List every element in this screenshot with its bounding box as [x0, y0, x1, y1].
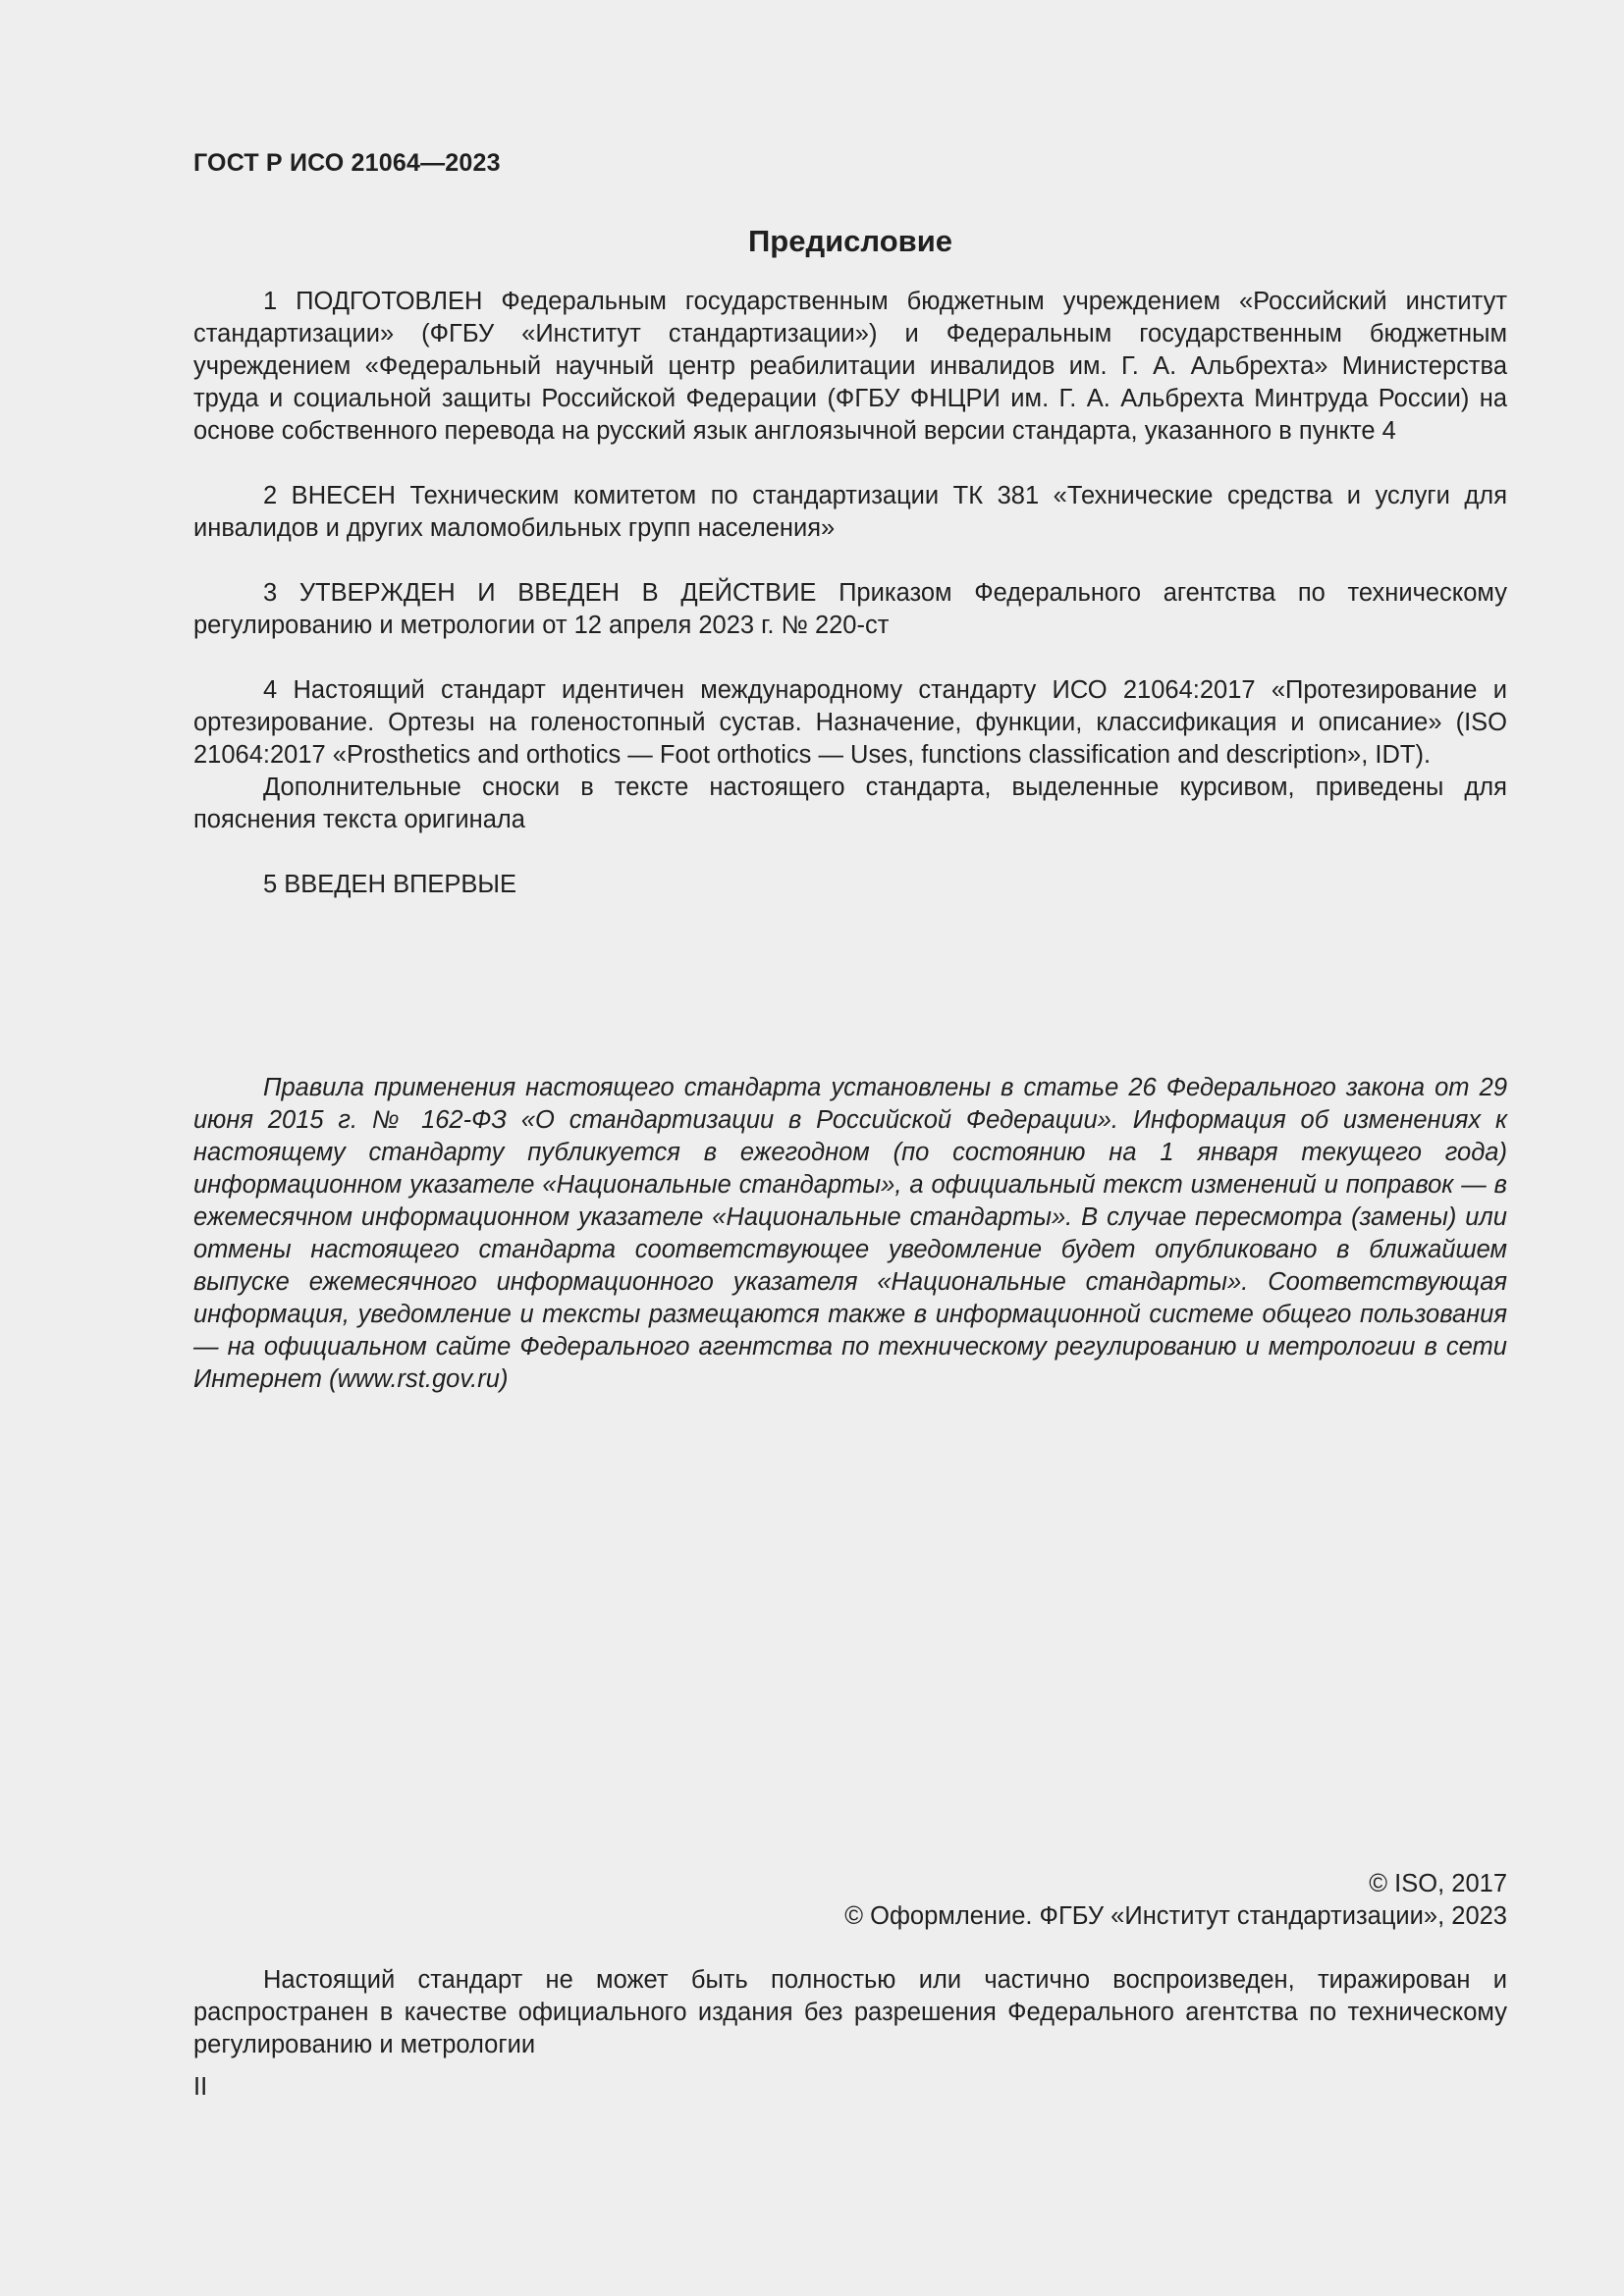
rules-paragraph: Правила применения настоящего стандарта установлены в статье 26 Федерального закона от 29 июня 2015 г. № 162-ФЗ «О стандартизации в Российской Федерации». Информация об изменениях к настоящему стандарту публикуется в ежегодном (по состоянию на 1 января текущего года) информационном указателе «Национальные стандарты», а официальный текст изменений и поправок — в ежемесячном информационном указателе «Национальные стандарты». В случае пересмотра (замены) или отмены настоящего стандарта соответствующее уведомление будет опубликовано в ближайшем выпуске ежемесячного информационного указателя «Национальные стандарты». Соответствующая информация, уведомление и тексты размещаются также в информационной системе общего пользования — на официальном сайте Федерального агентства по техническому регулированию и метрологии в сети Интернет (www.rst.gov.ru): [193, 1074, 1507, 1393]
page-number: II: [193, 2073, 208, 2101]
preface-title: Предисловие: [747, 224, 952, 258]
reproduction-notice: Настоящий стандарт не может быть полностью или частично воспроизведен, тиражирован и распространен в качестве официального издания без разрешения Федерального агентства по техническому регулированию и метрологии: [193, 1966, 1507, 2058]
preface-body: [193, 286, 1507, 901]
preface-item-2: 2 ВНЕСЕН Техническим комитетом по стандартизации ТК 381 «Технические средства и услуги для инвалидов и других маломобильных групп населения»: [193, 482, 1507, 542]
copyright-iso: © ISO, 2017: [1369, 1870, 1507, 1897]
copyright-block: [193, 1868, 1507, 1933]
preface-item-1: 1 ПОДГОТОВЛЕН Федеральным государственным бюджетным учреждением «Российский институт стандартизации» (ФГБУ «Институт стандартизации») и Федеральным государственным бюджетным учреждением «Федеральный научный центр реабилитации инвалидов им. Г. А. Альбрехта» Министерства труда и социальной защиты Российской Федерации (ФГБУ ФНЦРИ им. Г. А. Альбрехта Минтруда России) на основе собственного перевода на русский язык англоязычной версии стандарта, указанного в пункте 4: [193, 288, 1507, 445]
rules-section: [193, 1072, 1507, 1396]
copyright-design: © Оформление. ФГБУ «Институт стандартизации», 2023: [844, 1902, 1507, 1930]
preface-item-5: 5 ВВЕДЕН ВПЕРВЫЕ: [263, 871, 517, 898]
document-code: ГОСТ Р ИСО 21064—2023: [193, 149, 501, 177]
preface-item-3: 3 УТВЕРЖДЕН И ВВЕДЕН В ДЕЙСТВИЕ Приказом Федерального агентства по техническому регулированию и метрологии от 12 апреля 2023 г. № 220-ст: [193, 579, 1507, 639]
preface-item-4-note: Дополнительные сноски в тексте настоящего стандарта, выделенные курсивом, приведены для пояснения текста оригинала: [193, 774, 1507, 833]
preface-item-4: 4 Настоящий стандарт идентичен международному стандарту ИСО 21064:2017 «Протезирование и ортезирование. Ортезы на голеностопный сустав. Назначение, функции, классификация и описание» (ISO 21064:2017 «Prosthetics and orthotics — Foot orthotics — Uses, functions classification and description», IDT).: [193, 676, 1507, 769]
